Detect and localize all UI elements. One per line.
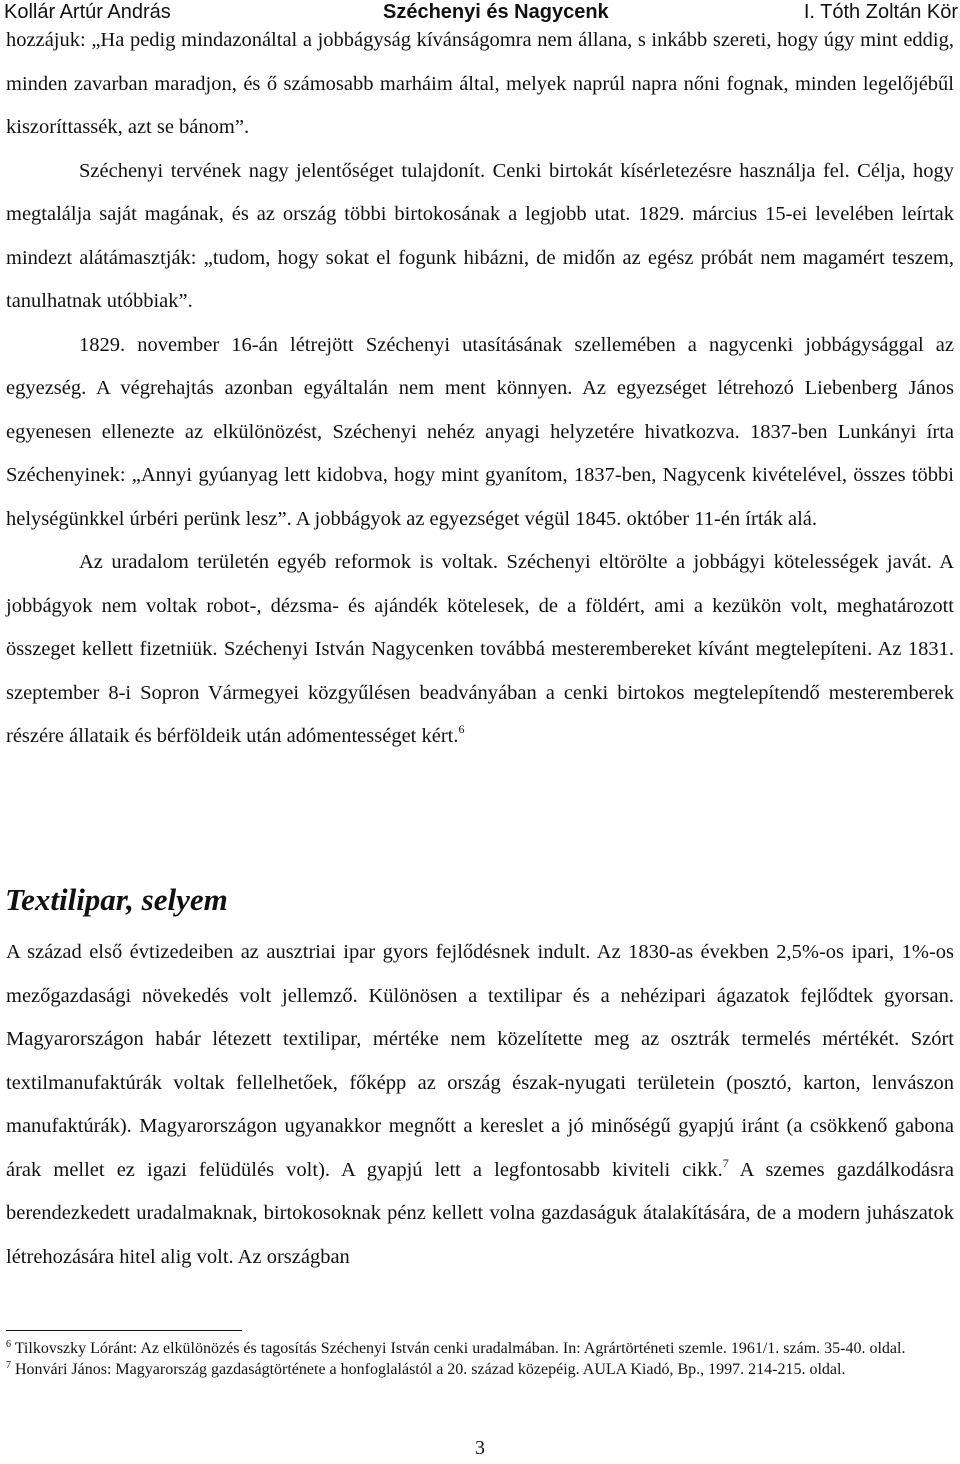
paragraph-textile-text-b: A szemes gazdálkodásra berendezkedett uradalmaknak, birtokosoknak pénz kellett volna gazdaságuk átalakítására, de a modern juhászatok létrehozására hitel alig volt. Az országban: [6, 1158, 954, 1268]
footnote-7: [6, 1359, 956, 1380]
paragraph-textile-text-a: A század első évtizedeiben az ausztriai ipar gyors fejlődésnek indult. Az 1830-as években 2,5%-os ipari, 1%-os mezőgazdasági növekedés volt jellemző. Különösen a textilipar és a nehézipari ágazatok fejlődtek gyorsan. Magyarországon habár létezett textilipar, mértéke nem közelítette meg az osztrák termelés mértékét. Szórt textilmanufaktúrák voltak fellelhetőek, főképp az ország észak-nyugati területein (posztó, karton, lenvászon manufaktúrák). Magyarországon ugyanakkor megnőtt a kereslet a jó minőségű gyapjú iránt (a csökkenő gabona árak mellet ez igazi felüdülés volt). A gyapjú lett a legfontosabb kiviteli cikk.: [6, 941, 954, 1181]
footnotes: [6, 1338, 956, 1380]
header-author: Kollár Artúr András: [4, 1, 171, 23]
footnote-number-6: 6: [6, 1339, 11, 1350]
footnote-6: [6, 1338, 956, 1359]
footnote-ref-7: 7: [722, 1155, 729, 1170]
section-heading: Textilipar, selyem: [5, 882, 228, 917]
footnote-separator: [6, 1330, 242, 1331]
paragraph-quote-continuation: hozzájuk: „Ha pedig mindazonáltal a jobbágyság kívánságomra nem állana, s inkább szereti, hogy úgy mint eddig, minden zavarban maradjon, és ő számosabb marháim által, melyek naprúl napra nőni fognak, minden legelőjébűl kiszoríttassék, azt se bánom”.: [6, 29, 954, 138]
footnote-number-7: 7: [6, 1360, 11, 1371]
body-text-lower: [6, 931, 954, 1279]
header-organization: I. Tóth Zoltán Kör: [803, 1, 958, 23]
paragraph-agreement-1829: 1829. november 16-án létrejött Széchenyi utasításának szellemében a nagycenki jobbágysággal az egyezség. A végrehajtás azonban egyáltalán nem ment könnyen. Az egyezséget létrehozó Liebenberg János egyenesen ellenezte az elkülönözést, Széchenyi nehéz anyagi helyzetére hivatkozva. 1837-ben Lunkányi írta Széchenyinek: „Annyi gyúanyag lett kidobva, hogy mint gyanítom, 1837-ben, Nagycenk kivételével, összes többi helységünkkel úrbéri perünk lesz”. A jobbágyok az egyezséget végül 1845. október 11-én írták alá.: [6, 333, 954, 530]
paragraph-szechenyi-plan: Széchenyi tervének nagy jelentőséget tulajdonít. Cenki birtokát kísérletezésre használja fel. Célja, hogy megtalálja saját magának, és az ország többi birtokosának a legjobb utat. 1829. március 15-ei levelében leírtak mindezt alátámasztják: „tudom, hogy sokat el fogunk hibázni, de midőn az egész próbát nem magamért teszem, tanulhatnak utóbbiak”.: [6, 159, 954, 312]
footnote-text-7: Honvári János: Magyarország gazdaságtörténete a honfoglalástól a 20. század közepéig. AULA Kiadó, Bp., 1997. 214-215. oldal.: [11, 1361, 846, 1378]
paragraph-textile-industry: [6, 931, 954, 1279]
body-text-upper: [6, 19, 954, 759]
footnote-text-6: Tilkovszky Lóránt: Az elkülönözés és tagosítás Széchenyi István cenki uradalmában. In: Agrártörténeti szemle. 1961/1. szám. 35-40. oldal.: [11, 1340, 906, 1357]
paragraph-estate-reforms-text: Az uradalom területén egyéb reformok is voltak. Széchenyi eltörölte a jobbágyi kötelességek javát. A jobbágyok nem voltak robot-, dézsma- és ajándék kötelesek, de a földért, ami a kezükön volt, meghatározott összeget kellett fizetniük. Széchenyi István Nagycenken továbbá mesterembereket kívánt megtelepíteni. Az 1831. szeptember 8-i Sopron Vármegyei közgyűlésen beadványában a cenki birtokos megtelepítendő mesteremberek részére állataik és bérföldeik után adómentességet kért.: [6, 551, 954, 747]
paragraph-estate-reforms: [6, 541, 954, 759]
header-title: Széchenyi és Nagycenk: [383, 1, 609, 23]
page-number: 3: [475, 1437, 485, 1459]
footnote-ref-6: 6: [458, 722, 465, 736]
